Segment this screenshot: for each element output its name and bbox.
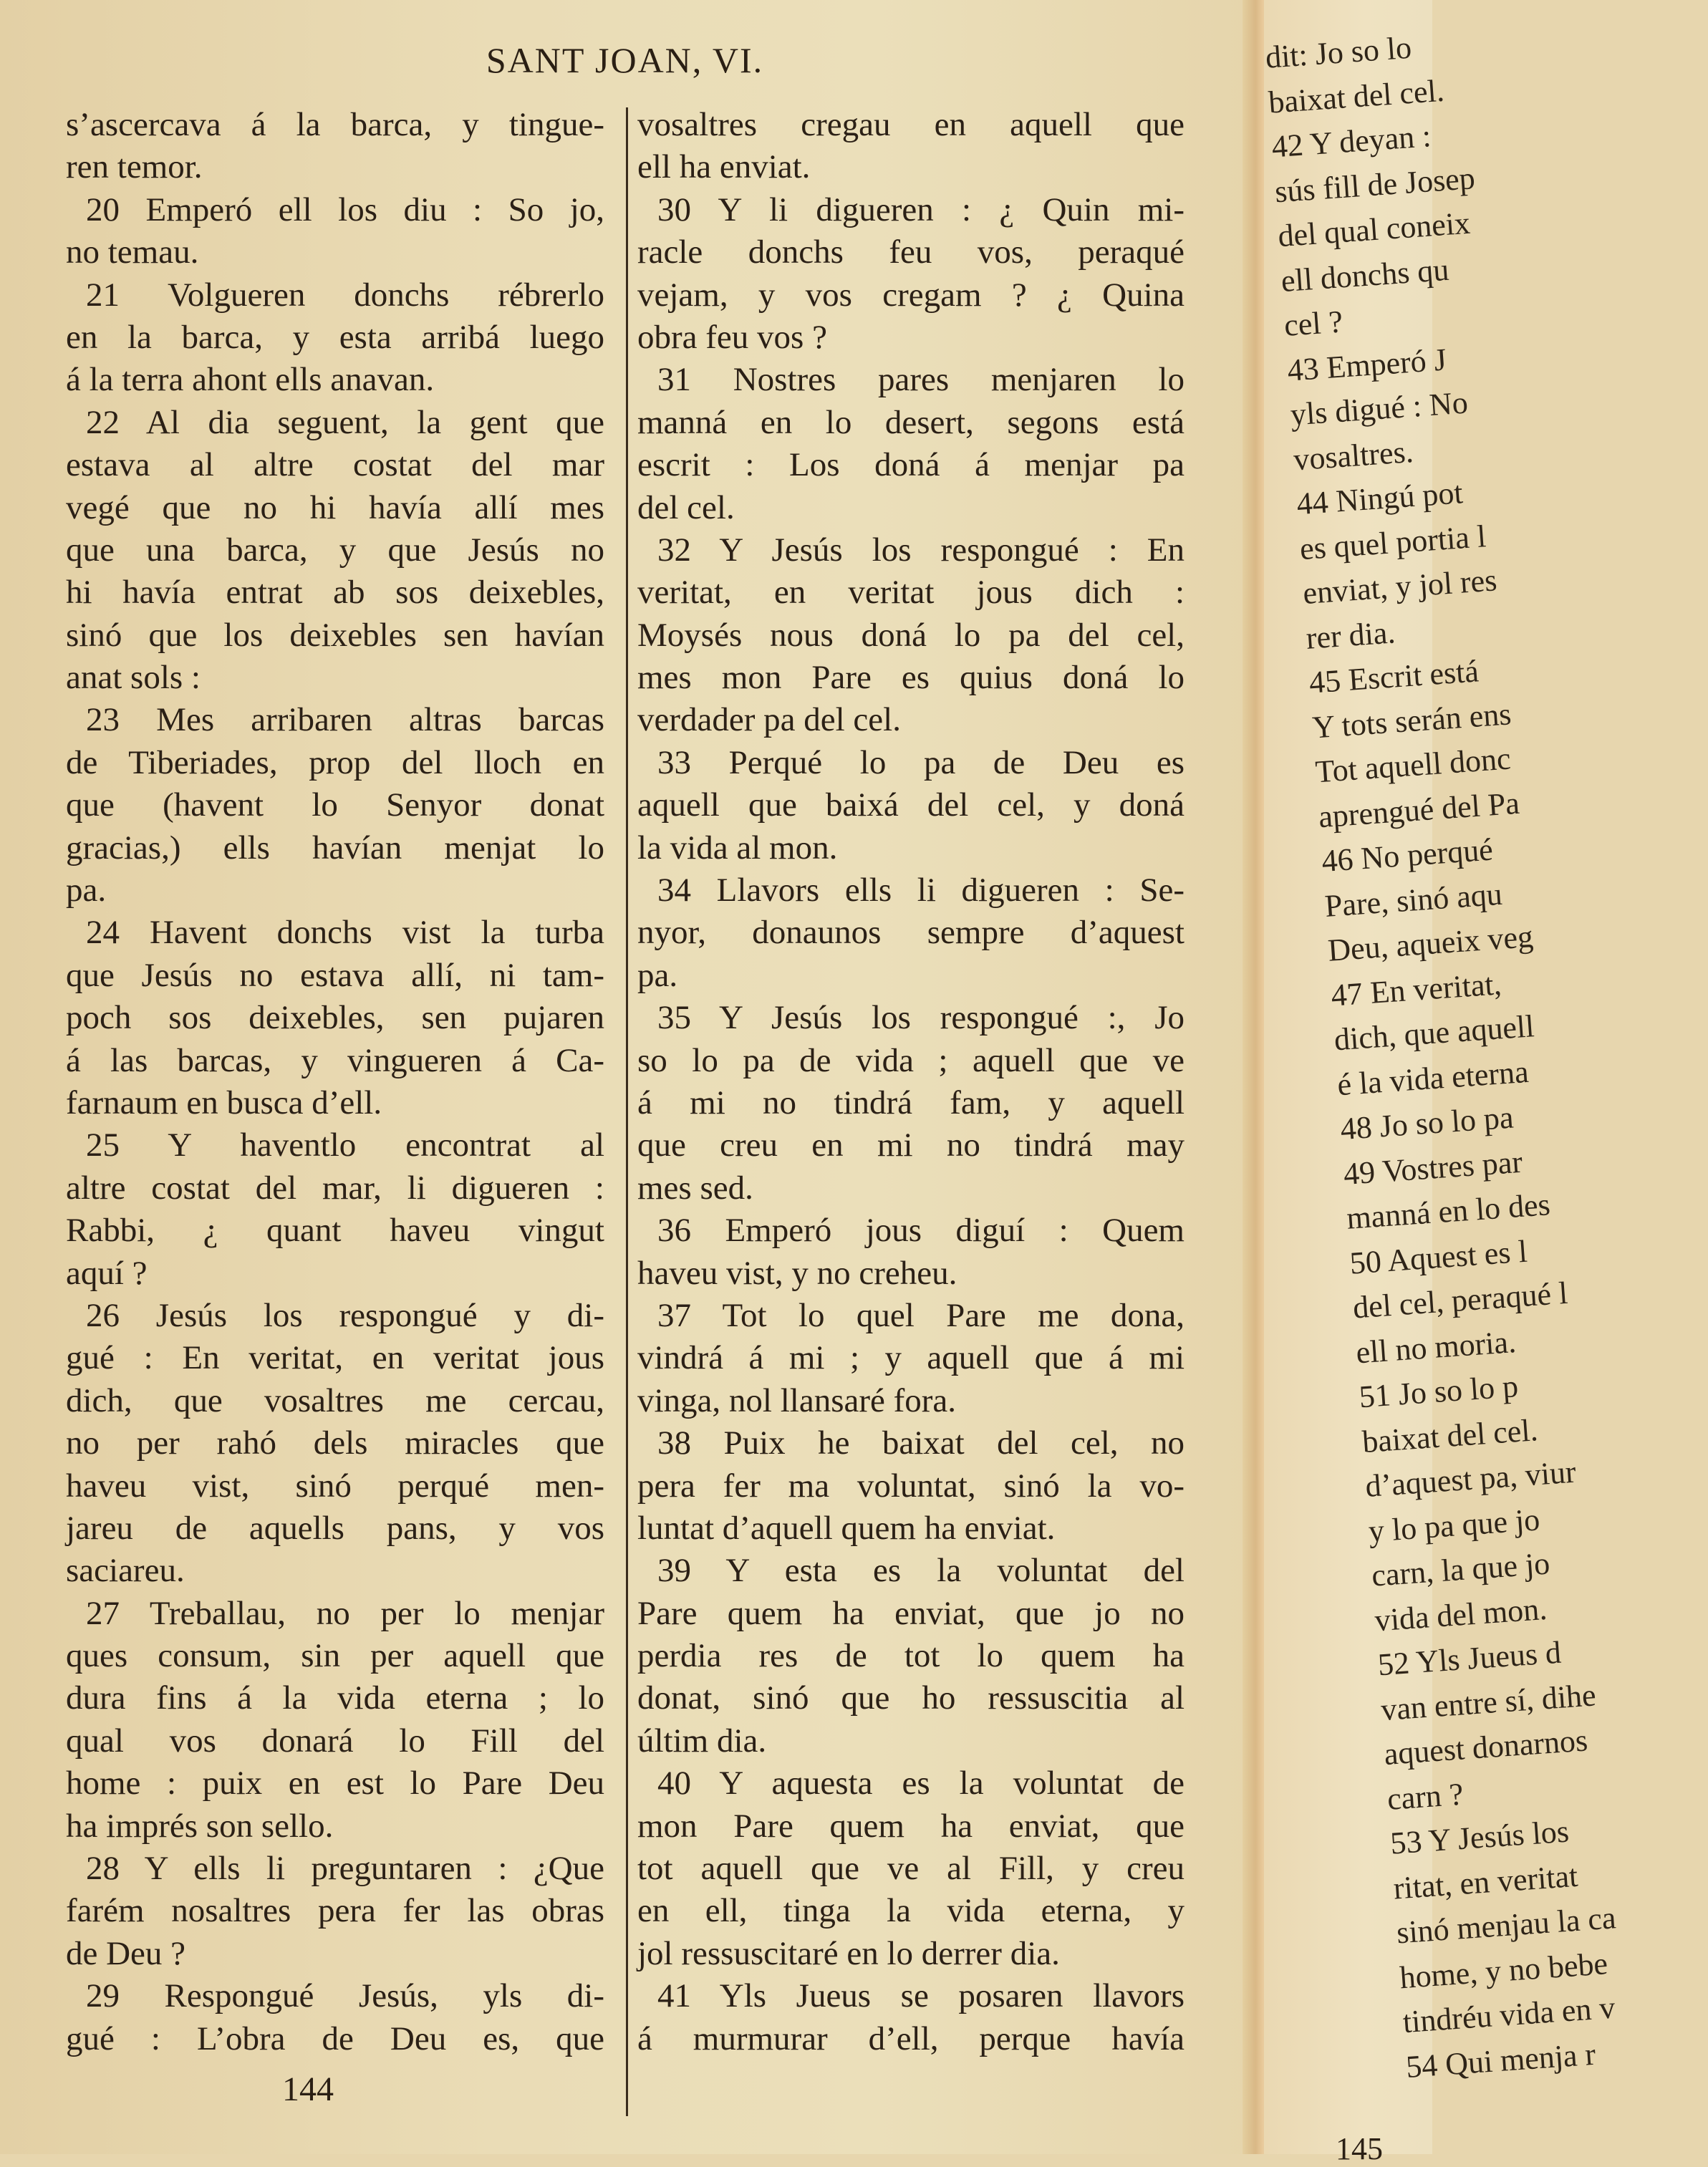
text-line-content: s’ascercava á la barca, y tingue- [66, 106, 604, 143]
text-line-content: Rabbi, ¿ quant haveu vingut [66, 1212, 604, 1250]
right-page-line: 47 En veritat, [1329, 965, 1503, 1013]
text-line-content: 22 Al dia seguent, la gent que [86, 403, 604, 441]
text-line-content: 28 Y ells li preguntaren : ¿Que [86, 1850, 604, 1888]
text-line-content: ques consum, sin per aquell que [66, 1637, 604, 1675]
text-line-content: farnaum en busca d’ell. [66, 1084, 382, 1121]
text-line [66, 1337, 604, 1379]
text-line [637, 1253, 1184, 1295]
right-page-line: van entre sí, dihe [1379, 1676, 1597, 1727]
text-line [66, 104, 604, 146]
text-line [66, 317, 604, 359]
text-line [637, 402, 1184, 444]
text-line-content: tot aquell que ve al Fill, y creu [637, 1850, 1184, 1888]
right-page-line: 43 Emperó J [1285, 341, 1448, 388]
text-line-content: 21 Volgueren donchs rébrerlo [86, 276, 604, 314]
right-page-line: é la vida eterna [1336, 1053, 1530, 1102]
right-page-line: manná en lo des [1345, 1187, 1552, 1236]
text-line [66, 1805, 604, 1848]
text-line-content: estava al altre costat del mar [66, 446, 604, 484]
text-line [66, 2018, 604, 2060]
right-page-line: 46 No perqué [1320, 831, 1495, 879]
text-line-content: home : puix en est lo Pare Deu [66, 1765, 604, 1802]
text-line [66, 614, 604, 657]
text-line [66, 912, 604, 954]
text-line [637, 317, 1184, 359]
right-page-line: Deu, aqueix veg [1326, 918, 1535, 968]
text-line-content: 24 Havent donchs vist la turba [86, 914, 604, 952]
right-page-text [1264, 15, 1708, 2090]
text-line [637, 1380, 1184, 1422]
text-line [637, 1848, 1184, 1890]
text-line [66, 1975, 604, 2017]
text-line-content: la vida al mon. [637, 829, 838, 867]
right-page-line: y lo pa que jo [1367, 1501, 1541, 1549]
text-line [637, 869, 1184, 912]
right-page-line: home, y no bebe [1398, 1945, 1609, 1995]
right-page-line: carn, la que jo [1370, 1545, 1551, 1593]
text-line-content: 29 Respongué Jesús, yls di- [86, 1977, 604, 2015]
text-line-content: gué : En veritat, en veritat jous [66, 1339, 604, 1377]
text-line-content: vegé que no hi havía allí mes [66, 488, 604, 526]
text-line-content: manná en lo desert, segons está [637, 403, 1184, 441]
text-line [637, 1210, 1184, 1252]
text-line-content: á murmurar d’ell, perque havía [637, 2019, 1184, 2057]
text-line [637, 784, 1184, 826]
text-line-content: poch sos deixebles, sen pujaren [66, 999, 604, 1037]
text-line-content: 33 Perqué lo pa de Deu es [657, 743, 1184, 781]
text-line [637, 274, 1184, 317]
text-line-content: no temau. [66, 233, 199, 271]
text-line-content: saciareu. [66, 1552, 185, 1590]
text-line [66, 1295, 604, 1337]
text-line [66, 444, 604, 486]
text-line-content: anat sols : [66, 659, 201, 697]
text-line [66, 827, 604, 869]
left-column [66, 104, 604, 2060]
text-line [637, 1422, 1184, 1464]
page-number-right: 145 [1336, 2131, 1383, 2166]
text-line-content: 35 Y Jesús los respongué :, Jo [657, 999, 1184, 1037]
text-line [637, 1337, 1184, 1379]
text-line [637, 146, 1184, 188]
text-line [66, 231, 604, 274]
right-page-line: del cel, peraqué l [1351, 1275, 1569, 1326]
right-page-line: 51 Jo so lo p [1358, 1368, 1520, 1415]
text-line-content: 39 Y esta es la voluntat del [657, 1552, 1184, 1590]
text-line [637, 912, 1184, 954]
text-line [637, 614, 1184, 657]
text-line [637, 231, 1184, 274]
text-line [66, 1380, 604, 1422]
text-line-content: 32 Y Jesús los respongué : En [657, 531, 1184, 569]
text-line [66, 1507, 604, 1550]
right-page-line: vida del mon. [1374, 1591, 1548, 1638]
text-line-content: luntat d’aquell quem ha enviat. [637, 1509, 1056, 1547]
text-line [637, 699, 1184, 741]
text-line-content: escrit : Los doná á menjar pa [637, 446, 1184, 484]
right-page-line: del qual coneix [1276, 205, 1472, 254]
right-page-line: 50 Aquest es l [1348, 1233, 1529, 1281]
text-line-content: 30 Y li digueren : ¿ Quin mi- [657, 190, 1184, 228]
text-line-content: 36 Emperó jous diguí : Quem [657, 1212, 1184, 1250]
text-line-content: 27 Treballau, no per lo menjar [86, 1594, 604, 1632]
right-page-line: tindréu vida en v [1401, 1989, 1616, 2040]
right-page-line: vosaltres. [1292, 433, 1415, 477]
text-line-content: á las barcas, y vingueren á Ca- [66, 1041, 604, 1079]
text-line-content: que una barca, y que Jesús no [66, 531, 604, 569]
text-line-content: aquell que baixá del cel, y doná [637, 786, 1184, 824]
text-line [637, 2018, 1184, 2060]
text-line [637, 742, 1184, 784]
text-line [637, 571, 1184, 614]
text-line [637, 1720, 1184, 1762]
right-page-line: 49 Vostres par [1342, 1144, 1524, 1192]
text-line-content: mes mon Pare es quius doná lo [637, 659, 1184, 697]
text-line-content: que Jesús no estava allí, ni tam- [66, 956, 604, 994]
text-line-content: jol ressuscitaré en lo derrer dia. [637, 1934, 1060, 1972]
right-page-line: sinó menjau la ca [1395, 1900, 1617, 1951]
text-line [66, 955, 604, 997]
right-page-line: sús fill de Josep [1273, 160, 1477, 209]
text-line-content: nyor, donaunos sempre d’aquest [637, 914, 1184, 952]
right-page-line: rer dia. [1305, 614, 1396, 656]
text-line-content: 31 Nostres pares menjaren lo [657, 361, 1184, 399]
right-page-line: Pare, sinó aqu [1323, 876, 1504, 924]
text-line [66, 1593, 604, 1635]
text-line-content: hi havía entrat ab sos deixebles, [66, 574, 604, 612]
text-line-content: ell ha enviat. [637, 148, 811, 186]
text-line [637, 1167, 1184, 1210]
text-line-content: pa. [637, 956, 678, 994]
text-line [637, 359, 1184, 401]
text-line-content: que (havent lo Senyor donat [66, 786, 604, 824]
text-line [637, 189, 1184, 231]
text-line-content: racle donchs feu vos, peraqué [637, 233, 1184, 271]
text-line-content: Moysés nous doná lo pa del cel, [637, 616, 1184, 654]
text-line-content: pera fer ma voluntat, sinó la vo- [637, 1467, 1184, 1505]
text-line-content: 25 Y haventlo encontrat al [86, 1126, 604, 1164]
text-line-content: 41 Yls Jueus se posaren llavors [657, 1977, 1184, 2015]
right-page-line: 45 Escrit está [1308, 653, 1480, 700]
right-page-line: 54 Qui menja r [1404, 2036, 1597, 2085]
text-line [637, 1082, 1184, 1124]
right-column [637, 104, 1184, 2060]
text-line-content: sinó que los deixebles sen havían [66, 616, 604, 654]
right-page-line: dit: Jo so lo [1264, 29, 1413, 75]
text-line-content: que creu en mi no tindrá may [637, 1126, 1184, 1164]
text-line [66, 1762, 604, 1805]
right-page-line: d’aquest pa, viur [1364, 1454, 1578, 1504]
right-page-line: baixat del cel. [1267, 72, 1446, 120]
text-line-content: en la barca, y esta arribá luego [66, 318, 604, 356]
text-line [637, 1933, 1184, 1975]
text-line-content: pa. [66, 872, 107, 909]
right-page-line: ell no moria. [1354, 1323, 1518, 1370]
right-page-line: aquest donarnos [1383, 1722, 1589, 1772]
text-line [66, 869, 604, 912]
text-line [637, 1593, 1184, 1635]
text-line-content: 34 Llavors ells li digueren : Se- [657, 872, 1184, 909]
text-line-content: 38 Puix he baixat del cel, no [657, 1424, 1184, 1462]
text-line-content: del cel. [637, 488, 735, 526]
right-page-line: 42 Y deyan : [1270, 118, 1432, 165]
text-line-content: dich, que vosaltres me cercau, [66, 1381, 604, 1419]
text-line [66, 1040, 604, 1082]
right-page-line: aprengué del Pa [1317, 785, 1521, 834]
text-line-content: de Tiberiades, prop del lloch en [66, 743, 604, 781]
text-line [66, 1550, 604, 1592]
text-line-content: en ell, tinga la vida eterna, y [637, 1892, 1184, 1930]
text-line [66, 274, 604, 317]
text-line [66, 1253, 604, 1295]
page-number-left: 144 [282, 2070, 334, 2108]
text-line [66, 146, 604, 188]
text-line-content: veritat, en veritat jous dich : [637, 574, 1184, 612]
text-line [637, 997, 1184, 1039]
text-line-content: 23 Mes arribaren altras barcas [86, 701, 604, 739]
text-line [66, 1890, 604, 1932]
text-line [66, 1465, 604, 1507]
text-line [637, 1677, 1184, 1719]
text-line-content: gracias,) ells havían menjat lo [66, 829, 604, 867]
text-line-content: á mi no tindrá fam, y aquell [637, 1084, 1184, 1121]
right-page-line: 52 Yls Jueus d [1376, 1634, 1563, 1683]
right-page-line: cel ? [1283, 304, 1344, 343]
text-line-content: verdader pa del cel. [637, 701, 901, 739]
text-line-content: dura fins á la vida eterna ; lo [66, 1679, 604, 1717]
text-line [66, 1635, 604, 1677]
text-line [637, 1040, 1184, 1082]
text-line [66, 487, 604, 529]
text-line [637, 1124, 1184, 1167]
text-line-content: ren temor. [66, 148, 203, 186]
text-line [637, 657, 1184, 699]
text-line [66, 529, 604, 571]
text-line [66, 784, 604, 826]
text-line-content: perdia res de tot lo quem ha [637, 1637, 1184, 1675]
text-line [66, 1677, 604, 1719]
text-line-content: so lo pa de vida ; aquell que ve [637, 1041, 1184, 1079]
text-line-content: haveu vist, sinó perqué men- [66, 1467, 604, 1505]
text-line-content: vosaltres cregau en aquell que [637, 106, 1184, 143]
text-line [637, 1507, 1184, 1550]
right-page-line: es quel portia l [1298, 518, 1487, 566]
text-line [66, 1082, 604, 1124]
text-line [66, 1210, 604, 1252]
text-line [637, 1762, 1184, 1805]
text-line [66, 1933, 604, 1975]
text-line [637, 1295, 1184, 1337]
text-line [66, 1848, 604, 1890]
text-line [637, 1465, 1184, 1507]
right-page-line: 48 Jo so lo pa [1339, 1099, 1515, 1147]
text-line [66, 189, 604, 231]
text-line-content: aquí ? [66, 1254, 148, 1292]
text-line [637, 104, 1184, 146]
text-line-content: 20 Emperó ell los diu : So jo, [86, 190, 604, 228]
text-line [637, 487, 1184, 529]
text-line-content: gué : L’obra de Deu es, que [66, 2019, 604, 2057]
text-line-content: últim dia. [637, 1722, 767, 1760]
text-line [637, 955, 1184, 997]
text-line-content: 40 Y aquesta es la voluntat de [657, 1765, 1184, 1802]
text-line [637, 529, 1184, 571]
right-page-line: 53 Y Jesús los [1389, 1813, 1571, 1861]
text-line-content: haveu vist, y no creheu. [637, 1254, 957, 1292]
text-line-content: vindrá á mi ; y aquell que á mi [637, 1339, 1184, 1377]
text-line [66, 657, 604, 699]
right-page-line: 44 Ningú pot [1296, 475, 1465, 522]
text-line-content: mes sed. [637, 1169, 753, 1207]
running-head: SANT JOAN, VI. [486, 40, 764, 80]
right-page-line: Tot aquell donc [1314, 740, 1512, 790]
text-line [66, 359, 604, 401]
text-line [66, 699, 604, 741]
text-line-content: no per rahó dels miracles que [66, 1424, 604, 1462]
text-line-content: vejam, y vos cregam ? ¿ Quina [637, 276, 1184, 314]
text-line-content: á la terra ahont ells anavan. [66, 361, 435, 399]
text-line-content: de Deu ? [66, 1934, 186, 1972]
text-line-content: farém nosaltres pera fer las obras [66, 1892, 604, 1930]
text-line-content: 37 Tot lo quel Pare me dona, [657, 1296, 1184, 1334]
text-line [66, 997, 604, 1039]
text-line [637, 827, 1184, 869]
right-page-line: enviat, y jol res [1301, 562, 1498, 612]
text-line [66, 571, 604, 614]
text-line-content: altre costat del mar, li digueren : [66, 1169, 604, 1207]
text-line [66, 742, 604, 784]
text-line-content: Pare quem ha enviat, que jo no [637, 1594, 1184, 1632]
right-page-line: Y tots serán ens [1311, 695, 1512, 745]
right-page-line: yls digué : No [1289, 385, 1470, 433]
text-line-content: jareu de aquells pans, y vos [66, 1509, 604, 1547]
text-line [637, 1890, 1184, 1932]
text-line [637, 1550, 1184, 1592]
text-line [66, 1167, 604, 1210]
text-line-content: vinga, nol llansaré fora. [637, 1381, 957, 1419]
text-line-content: donat, sinó que ho ressuscitia al [637, 1679, 1184, 1717]
text-line [637, 1975, 1184, 2017]
text-line [66, 1422, 604, 1464]
text-line-content: 26 Jesús los respongué y di- [86, 1296, 604, 1334]
right-page [1264, 0, 1617, 2166]
text-line-content: obra feu vos ? [637, 318, 827, 356]
text-line-content: mon Pare quem ha enviat, que [637, 1807, 1184, 1845]
text-line [637, 444, 1184, 486]
right-page-line: ell donchs qu [1280, 251, 1450, 299]
text-line [66, 1720, 604, 1762]
right-page-line: carn ? [1386, 1776, 1465, 1817]
text-line-content: qual vos donará lo Fill del [66, 1722, 604, 1760]
text-line [637, 1635, 1184, 1677]
column-divider [626, 107, 628, 2116]
text-line [66, 402, 604, 444]
text-line-content: ha imprés son sello. [66, 1807, 334, 1845]
right-page-line: ritat, en veritat [1392, 1858, 1579, 1906]
right-page-line: dich, que aquell [1333, 1008, 1535, 1058]
text-line [66, 1124, 604, 1167]
right-page-line: baixat del cel. [1361, 1411, 1539, 1459]
text-line [637, 1805, 1184, 1848]
